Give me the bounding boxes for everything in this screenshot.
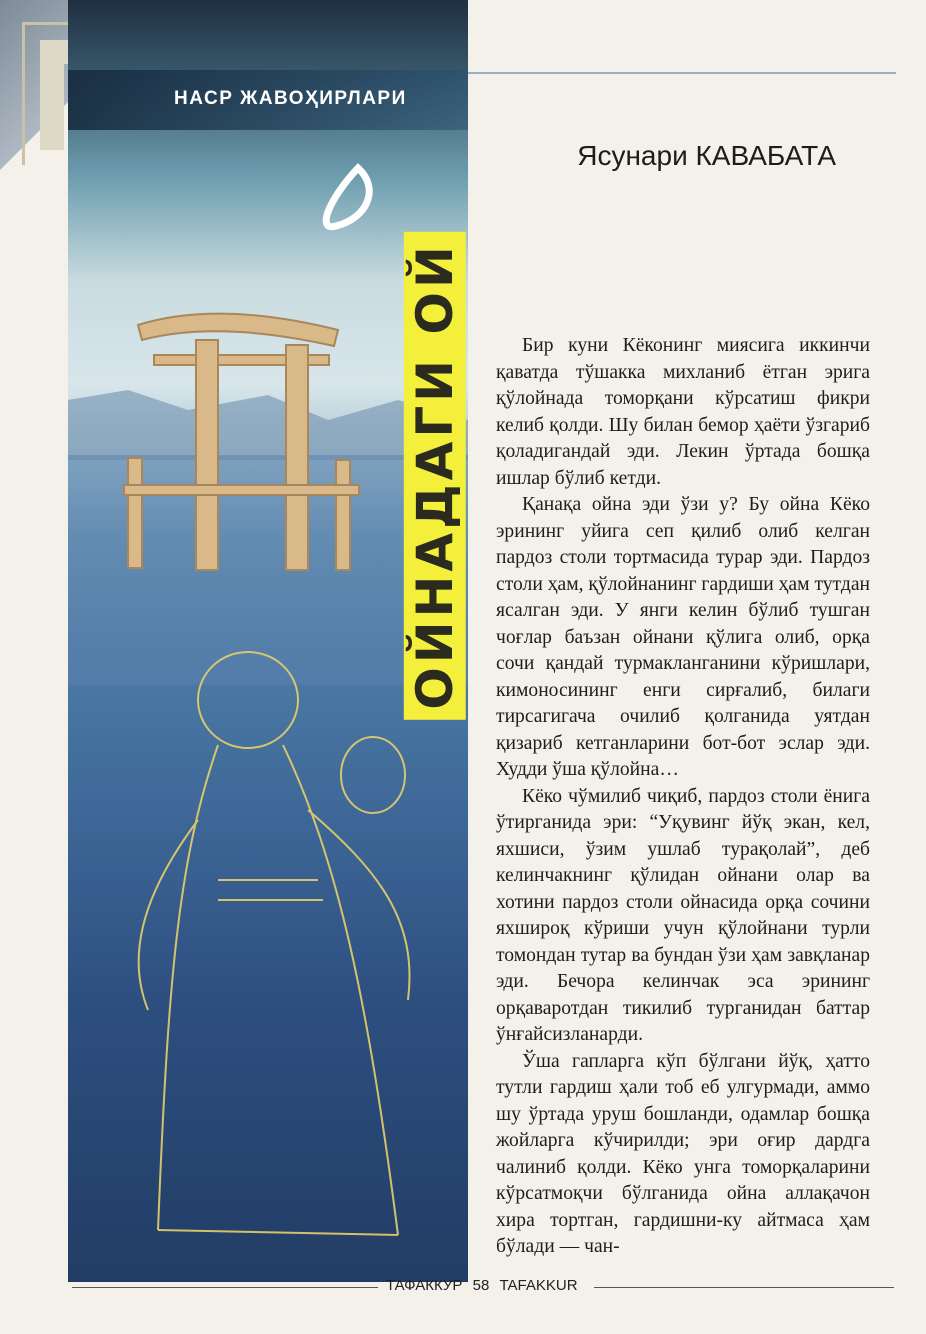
footer-magazine-cyrillic: ТАФАККУР bbox=[386, 1277, 463, 1294]
footer-rule bbox=[594, 1287, 894, 1288]
paragraph: Ўша гапларга кўп бўлгани йўқ, ҳатто тутли гардиш ҳали тоб еб улгурмади, аммо шу ўртада уруш бошланди, одамлар бошқа жойларга кўчирилди; эри оғир дардга чалиниб қолди. Кёко унга томорқаларини кўрсатмоқчи бўлганида ойна аллақачон хира тортган, гардишни-ку айтмаса ҳам бўлади — чан- bbox=[496, 1050, 870, 1257]
kimono-woman bbox=[139, 652, 410, 1235]
corner-frame-bar bbox=[40, 40, 64, 150]
page-number: 58 bbox=[472, 1277, 490, 1294]
paragraph: Қанақа ойна эди ўзи у? Бу ойна Кёко эрининг уйига сеп қилиб олиб келган пардоз столи тортмасида турар эди. Пардоз столи ҳам, қўлойнанинг гардиши ҳам тутдан ясалган эди. У янги келин бўлиб тушган чоғлар баъзан ойнани қўлига олиб, орқа сочи қандай турмакланганини кўришлари, кимоносининг енги сирғалиб, билаги тирсагигача очилиб қолганида уятдан қизариб кетганларини бот-бот эслар эди. Худди ўша қўлойна… bbox=[496, 494, 870, 780]
page-footer bbox=[386, 1277, 584, 1294]
footer-rule bbox=[72, 1287, 378, 1288]
header-rule bbox=[468, 72, 896, 74]
crescent-moon bbox=[326, 168, 369, 227]
author-name: Ясунари КАВАБАТА bbox=[577, 140, 836, 171]
section-title: НАСР ЖАВОҲИРЛАРИ bbox=[174, 88, 407, 109]
paragraph: Кёко чўмилиб чиқиб, пардоз столи ёнига ўтирганида эри: “Уқувинг йўқ экан, кел, яхшиси, ўзим ушлаб турақолай”, деб келинчакнинг қўлидан ойнани олар ва хотини пардоз столи ойнасида орқа сочини яхшироқ кўриши учун қўлойнани турли томондан тутар ва бундан ўзи ҳам завқланар эди. Бечора келинчак эса эрининг орқаваротдан тикилиб турганидан баттар ўнғайсизланарди. bbox=[496, 785, 870, 1045]
story-title-text: ОЙНАДАГИ ОЙ bbox=[404, 232, 466, 720]
paragraph: Бир куни Кёконинг миясига иккинчи қаватда тўшакка михланиб ётган эрига қўлойнада томорқани кўрсатиш фикри келиб қолди. Шу билан бемор ҳаёти ўзгариб қоладигандай эди. Лекин ўртада бошқа ишлар бўлиб кетди. bbox=[496, 335, 870, 489]
footer-magazine-latin: TAFAKKUR bbox=[499, 1277, 578, 1294]
story-title bbox=[407, 232, 463, 720]
article-body bbox=[496, 333, 870, 1261]
